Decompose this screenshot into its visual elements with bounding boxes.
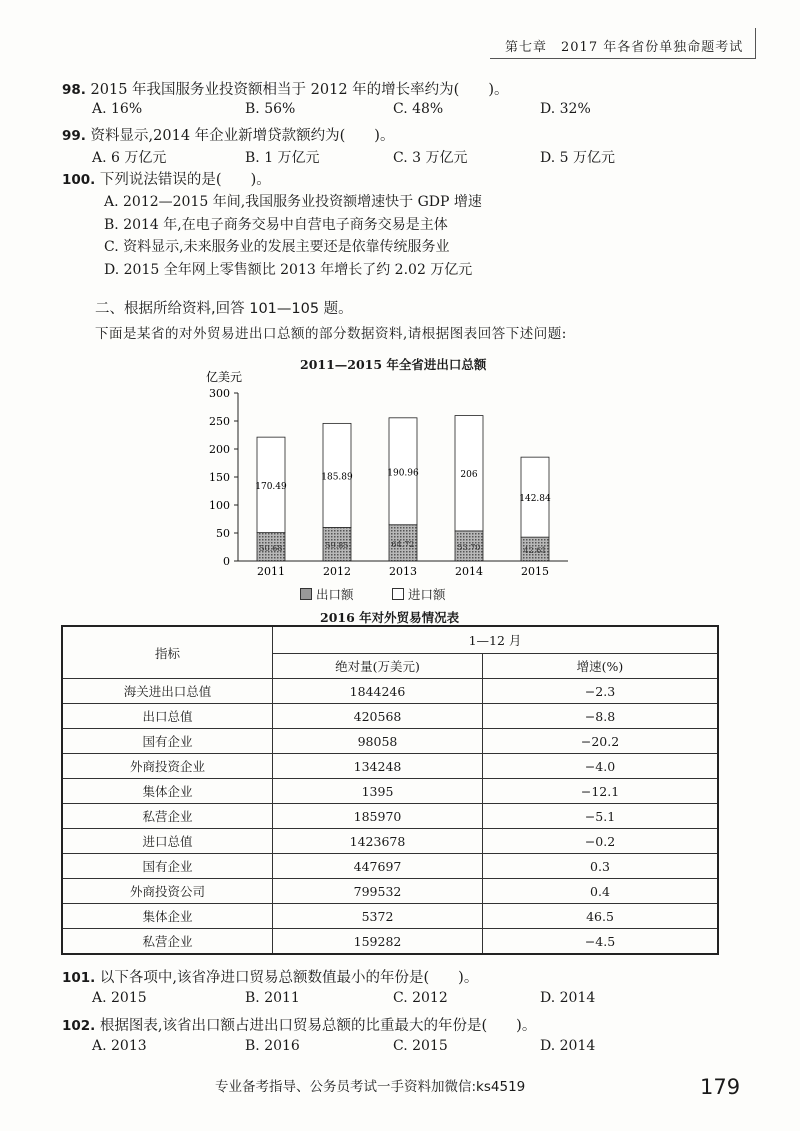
cell-name: 集体企业 — [62, 904, 273, 929]
legend-export — [300, 585, 354, 603]
question-stem: 下列说法错误的是( )。 — [99, 172, 271, 188]
data-label-import: 142.84 — [519, 494, 551, 505]
cell-name: 海关进出口总值 — [62, 679, 273, 704]
question-stem: 2015 年我国服务业投资额相当于 2012 年的增长率约为( )。 — [90, 82, 509, 98]
y-tick-label: 50 — [216, 527, 230, 540]
data-label-import: 206 — [460, 470, 478, 481]
cell-growth: −0.2 — [483, 829, 719, 854]
cell-abs: 1395 — [273, 779, 483, 804]
header-absolute: 绝对量(万美元) — [273, 654, 483, 679]
option-c: C. 2012 — [393, 990, 448, 1006]
option-d: D. 5 万亿元 — [540, 150, 615, 166]
page-number: 179 — [700, 1075, 741, 1099]
option-d: D. 2014 — [540, 990, 596, 1006]
cell-growth: −2.3 — [483, 679, 719, 704]
y-tick-label: 0 — [223, 555, 230, 568]
option-d: D. 32% — [540, 101, 591, 117]
y-tick-label: 150 — [209, 471, 230, 484]
question-100 — [62, 168, 271, 189]
question-number: 101. — [62, 970, 96, 986]
y-tick-label: 100 — [209, 499, 230, 512]
cell-name: 私营企业 — [62, 804, 273, 829]
question-number: 99. — [62, 128, 86, 144]
x-tick-label: 2011 — [257, 565, 285, 578]
cell-growth: −8.8 — [483, 704, 719, 729]
table-row — [62, 929, 718, 955]
option-c: C. 2015 — [393, 1038, 448, 1054]
data-label-import: 190.96 — [387, 468, 419, 479]
header-period: 1—12 月 — [273, 626, 719, 654]
header-growth: 增速(%) — [483, 654, 719, 679]
data-label-import: 170.49 — [255, 481, 287, 492]
table-row — [62, 754, 718, 779]
cell-abs: 420568 — [273, 704, 483, 729]
data-label-export: 50.68 — [259, 543, 283, 553]
chart-title: 2011—2015 年全省进出口总额 — [300, 357, 487, 372]
header-rule — [490, 58, 755, 59]
option-a: A. 2012—2015 年间,我国服务业投资额增速快于 GDP 增速 — [104, 194, 482, 210]
cell-abs: 134248 — [273, 754, 483, 779]
cell-name: 私营企业 — [62, 929, 273, 955]
question-101 — [62, 966, 478, 987]
data-label-export: 64.72 — [391, 539, 415, 549]
cell-growth: −4.5 — [483, 929, 719, 955]
cell-name: 进口总值 — [62, 829, 273, 854]
header-tick — [755, 28, 756, 59]
option-a: A. 6 万亿元 — [92, 150, 167, 166]
legend-swatch-export — [300, 588, 312, 600]
question-number: 102. — [62, 1018, 96, 1034]
cell-growth: 46.5 — [483, 904, 719, 929]
data-label-export: 42.61 — [523, 546, 547, 556]
cell-abs: 1844246 — [273, 679, 483, 704]
cell-growth: −12.1 — [483, 779, 719, 804]
option-a: A. 2015 — [92, 990, 147, 1006]
option-b: B. 2014 年,在电子商务交易中自营电子商务交易是主体 — [104, 217, 448, 233]
x-tick-label: 2015 — [521, 565, 549, 578]
cell-growth: 0.3 — [483, 854, 719, 879]
y-axis-label: 亿美元 — [206, 370, 243, 384]
running-header: 第七章 2017 年各省份单独命题考试 — [505, 40, 744, 55]
question-99 — [62, 124, 394, 145]
question-stem: 以下各项中,该省净进口贸易总额数值最小的年份是( )。 — [99, 970, 479, 986]
data-label-export: 59.85 — [325, 541, 349, 551]
cell-growth: −5.1 — [483, 804, 719, 829]
x-tick-label: 2013 — [389, 565, 417, 578]
legend-import — [392, 585, 446, 603]
cell-name: 国有企业 — [62, 854, 273, 879]
question-102 — [62, 1014, 536, 1035]
question-stem: 资料显示,2014 年企业新增贷款额约为( )。 — [90, 128, 395, 144]
table-row — [62, 904, 718, 929]
cell-growth: −20.2 — [483, 729, 719, 754]
legend-label: 进口额 — [407, 587, 446, 602]
section-title: 二、根据所给资料,回答 101—105 题。 — [95, 301, 353, 317]
table-row — [62, 779, 718, 804]
table-row — [62, 704, 718, 729]
option-a: A. 2013 — [92, 1038, 147, 1054]
cell-abs: 159282 — [273, 929, 483, 955]
table-row — [62, 854, 718, 879]
table-title: 2016 年对外贸易情况表 — [320, 610, 460, 625]
option-c: C. 3 万亿元 — [393, 150, 468, 166]
option-d: D. 2015 全年网上零售额比 2013 年增长了约 2.02 万亿元 — [104, 262, 473, 278]
question-number: 98. — [62, 82, 86, 98]
data-label-export: 53.70 — [457, 542, 481, 552]
data-label-import: 185.89 — [321, 472, 353, 483]
x-tick-label: 2012 — [323, 565, 351, 578]
option-b: B. 56% — [245, 101, 296, 117]
cell-abs: 447697 — [273, 854, 483, 879]
option-c: C. 资料显示,未来服务业的发展主要还是依靠传统服务业 — [104, 239, 450, 255]
legend-swatch-import — [392, 588, 404, 600]
cell-abs: 5372 — [273, 904, 483, 929]
header-indicator: 指标 — [62, 626, 273, 679]
option-b: B. 2016 — [245, 1038, 300, 1054]
y-tick-label: 300 — [209, 387, 230, 400]
table-row — [62, 829, 718, 854]
cell-name: 国有企业 — [62, 729, 273, 754]
legend-label: 出口额 — [315, 587, 354, 602]
bar-chart — [190, 365, 590, 605]
section-intro: 下面是某省的对外贸易进出口总额的部分数据资料,请根据图表回答下述问题: — [95, 326, 567, 342]
question-number: 100. — [62, 172, 96, 188]
table-row — [62, 729, 718, 754]
y-tick-label: 250 — [209, 415, 230, 428]
cell-abs: 799532 — [273, 879, 483, 904]
cell-growth: 0.4 — [483, 879, 719, 904]
cell-abs: 1423678 — [273, 829, 483, 854]
cell-name: 外商投资公司 — [62, 879, 273, 904]
cell-abs: 185970 — [273, 804, 483, 829]
option-b: B. 1 万亿元 — [245, 150, 320, 166]
option-a: A. 16% — [92, 101, 143, 117]
cell-name: 外商投资企业 — [62, 754, 273, 779]
question-98 — [62, 78, 508, 99]
table-row — [62, 879, 718, 904]
table-row — [62, 679, 718, 704]
y-tick-label: 200 — [209, 443, 230, 456]
trade-table — [61, 625, 719, 955]
option-b: B. 2011 — [245, 990, 300, 1006]
option-d: D. 2014 — [540, 1038, 596, 1054]
cell-name: 出口总值 — [62, 704, 273, 729]
cell-abs: 98058 — [273, 729, 483, 754]
question-stem: 根据图表,该省出口额占进出口贸易总额的比重最大的年份是( )。 — [99, 1018, 537, 1034]
cell-name: 集体企业 — [62, 779, 273, 804]
x-tick-label: 2014 — [455, 565, 483, 578]
footer-note: 专业备考指导、公务员考试一手资料加微信:ks4519 — [215, 1079, 526, 1095]
cell-growth: −4.0 — [483, 754, 719, 779]
table-row — [62, 804, 718, 829]
option-c: C. 48% — [393, 101, 444, 117]
